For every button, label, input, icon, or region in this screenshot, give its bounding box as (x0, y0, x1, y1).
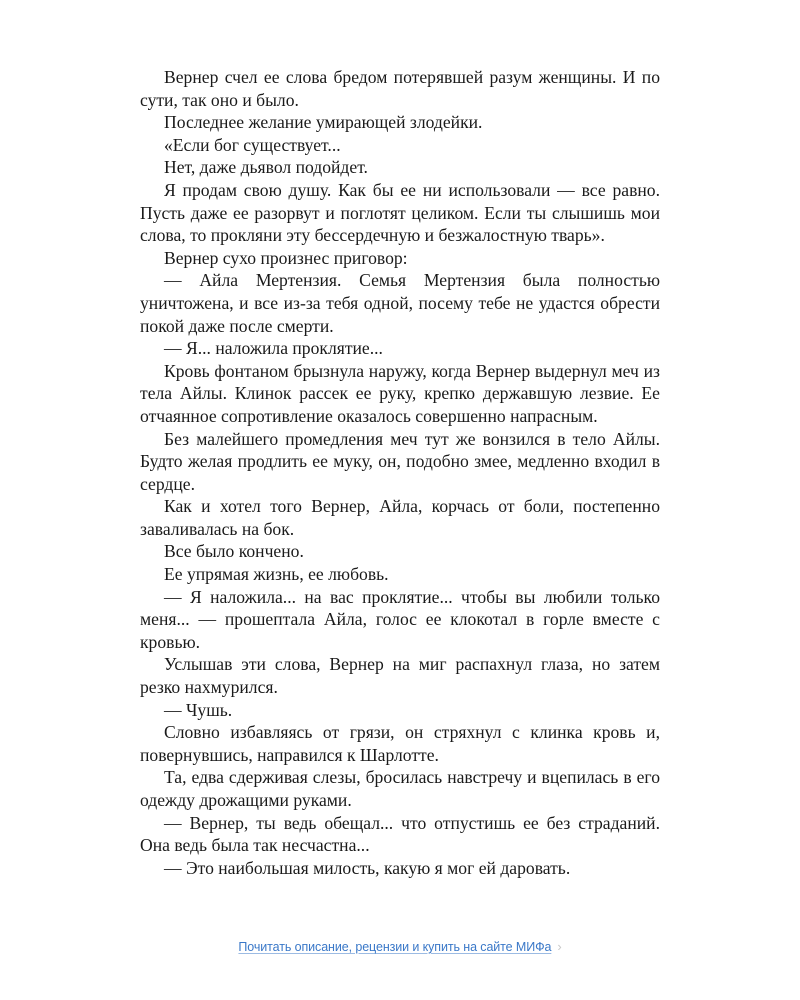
paragraph: Услышав эти слова, Вернер на миг распахнул глаза, но затем резко нахмурился. (140, 654, 660, 698)
chevron-right-icon: › (557, 939, 562, 954)
paragraph: Нет, даже дьявол подойдет. (164, 157, 368, 178)
paragraph: — Я... наложила проклятие... (164, 338, 383, 359)
paragraph: Последнее желание умирающей злодейки. (164, 112, 483, 133)
paragraph: Вернер сухо произнес приговор: (164, 247, 408, 268)
paragraph: — Это наибольшая милость, какую я мог ей даровать. (164, 857, 571, 878)
paragraph: Кровь фонтаном брызнула наружу, когда Вернер выдернул меч из тела Айлы. Клинок рассек ее руку, крепко державшую лезвие. Ее отчаянное сопротивление оказалось совершенно напрасным. (140, 360, 660, 426)
paragraph: Словно избавляясь от грязи, он стряхнул с клинка кровь и, повернувшись, направился к Шарлотте. (140, 722, 660, 765)
paragraph: — Вернер, ты ведь обещал... что отпустишь ее без страданий. Она ведь была так несчастна... (140, 812, 660, 856)
buy-on-site-link[interactable]: Почитать описание, рецензии и купить на сайте МИФа (238, 940, 552, 954)
paragraph: «Если бог существует... (164, 134, 341, 155)
paragraph: Без малейшего промедления меч тут же вонзился в тело Айлы. Будто желая продлить ее муку, он, подобно змее, медленно входил в сердце. (140, 428, 660, 494)
paragraph: Я продам свою душу. Как бы ее ни использовали — все равно. Пусть даже ее разорвут и поглотят целиком. Если ты слышишь мои слова, то прокляни эту бессердечную и безжалостную тварь». (140, 179, 660, 246)
paragraph: — Я наложила... на вас проклятие... чтобы вы любили только меня... — прошептала Айла, голос ее клокотал в горле вместе с кровью. (140, 586, 660, 652)
paragraph: — Чушь. (164, 699, 233, 720)
footer (0, 939, 800, 954)
paragraph: Та, едва сдерживая слезы, бросилась навстречу и вцепилась в его одежду дрожащими руками. (140, 767, 660, 810)
paragraph: — Айла Мертензия. Семья Мертензия была полностью уничтожена, и все из-за тебя одной, посему тебе не удастся обрести покой даже после смерти. (140, 270, 660, 336)
page-text (140, 66, 660, 879)
paragraph: Как и хотел того Вернер, Айла, корчась от боли, постепенно заваливалась на бок. (140, 496, 660, 539)
paragraph: Все было кончено. (164, 541, 304, 562)
paragraph: Ее упрямая жизнь, ее любовь. (164, 564, 389, 585)
paragraph: Вернер счел ее слова бредом потерявшей разум женщины. И по сути, так оно и было. (140, 67, 660, 110)
